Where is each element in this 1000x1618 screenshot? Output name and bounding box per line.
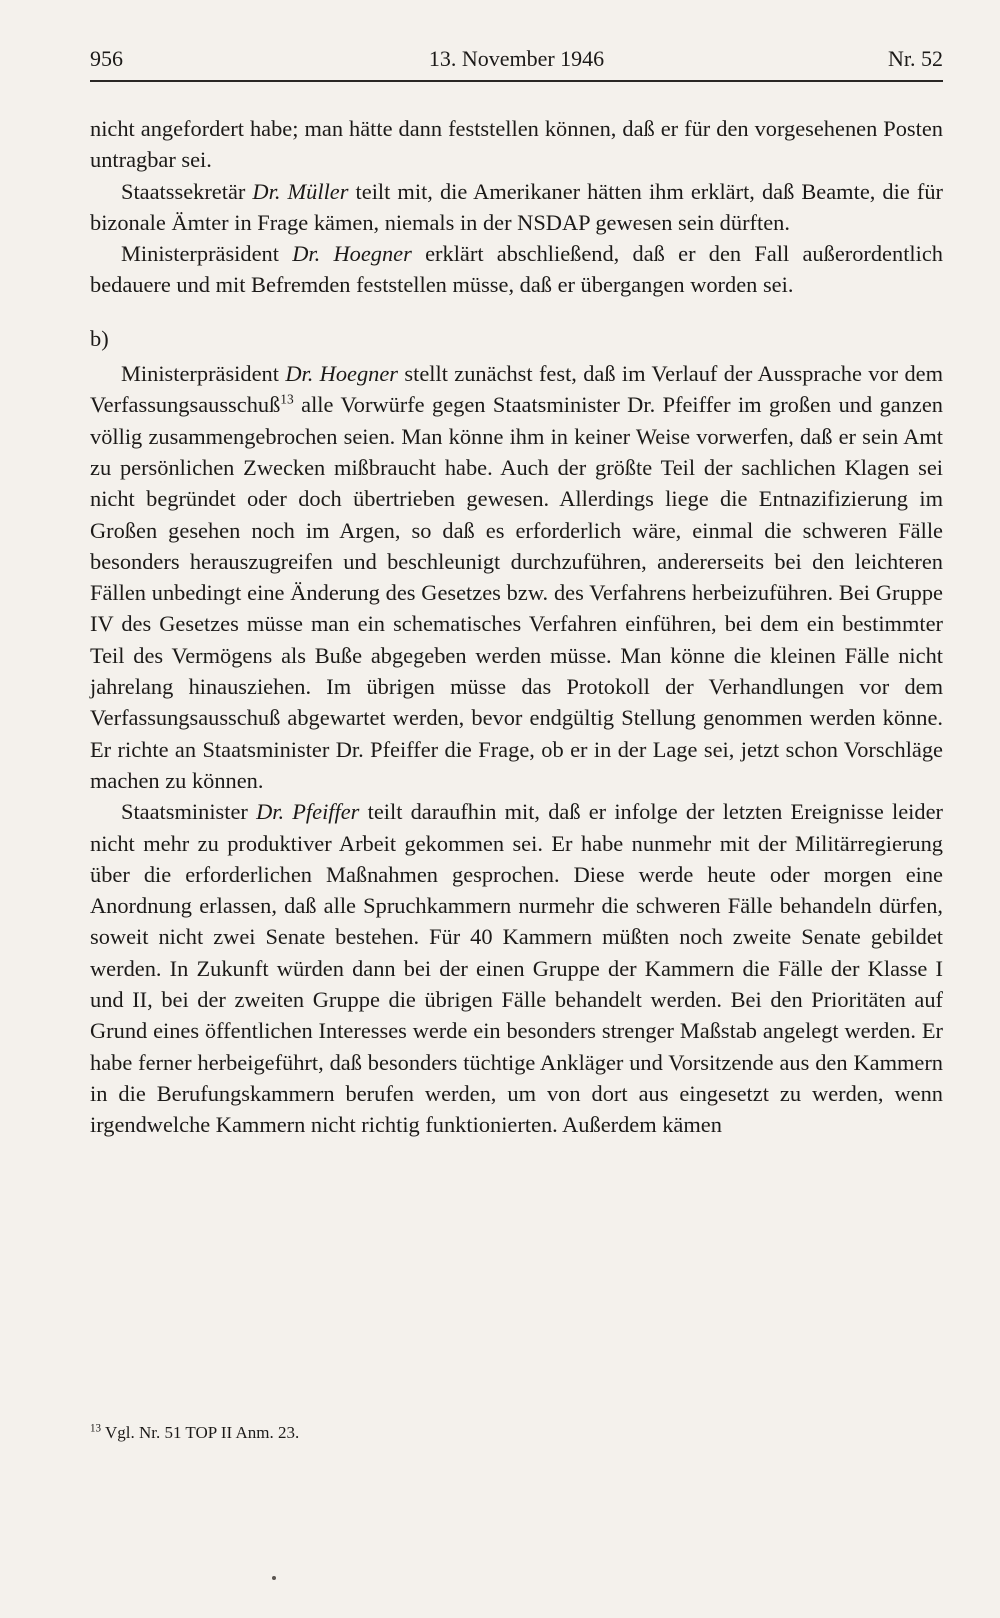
paragraph-3-text: erklärt abschließend, daß er den Fall außerordentlich bedauere und mit Befremden feststellen müsse, daß er übergangen worden sei. [90,241,943,298]
paragraph-4-text-b: alle Vorwürfe gegen Staatsminister Dr. Pfeiffer im großen und ganzen völlig zusammengebrochen seien. Man könne ihm in keiner Weise vorwerfen, daß er sein Amt zu persönlichen Zwecken mißbraucht habe. Auch der größte Teil der sachlichen Klagen sei nicht begründet oder doch übertrieben gewesen. Allerdings liege die Entnazifizierung im Großen gesehen noch im Argen, so daß es erforderlich wäre, einmal die schweren Fälle besonders herauszugreifen und beschleunigt durchzuführen, andererseits bei den leichteren Fällen unbedingt eine Änderung des Gesetzes bzw. des Verfahrens herbeizuführen. Bei Gruppe IV des Gesetzes müsse man ein schematisches Verfahren einführen, bei dem ein bestimmter Teil des Vermögens als Buße abgegeben werden müsse. Man könne die kleinen Fälle nicht jahrelang hinausziehen. Im übrigen müsse das Protokoll der Verhandlungen vor dem Verfassungsausschuß abgewartet werden, bevor endgültig Stellung genommen werden könne. Er richte an Staatsminister Dr. Pfeiffer die Frage, ob er in der Lage sei, jetzt schon Vorschläge machen zu können. [90,392,943,793]
paragraph-5 [90,796,943,1140]
paragraph-2-text: teilt mit, die Amerikaner hätten ihm erklärt, daß Beamte, die für bizonale Ämter in Frage kämen, niemals in der NSDAP gewesen sein dürften. [90,178,943,235]
section-label-b: b) [90,325,109,351]
header-rule [90,80,943,82]
speaker-role: Ministerpräsident [121,241,293,267]
paragraph-4-text-a: stellt zunächst fest, daß im Verlauf der Aussprache vor dem Verfassungsausschuß [90,361,943,418]
speaker-title: Dr. [292,241,334,267]
speaker-role: Ministerpräsident [121,361,286,387]
header-date: 13. November 1946 [428,46,605,71]
paragraph-2 [90,176,943,239]
paper-speck [272,1576,276,1580]
speaker-role: Staatssekretär [121,178,253,204]
speaker-title: Dr. [285,361,320,387]
speaker-name: Pfeiffer [292,799,360,825]
footnote-text: Vgl. Nr. 51 TOP II Anm. 23. [101,1423,300,1442]
speaker-title: Dr. [252,178,288,204]
speaker-title: Dr. [256,799,293,825]
speaker-name: Müller [287,178,349,204]
paragraph-3 [90,238,943,301]
running-header [90,46,943,76]
paragraph-4 [90,358,943,796]
footnote [90,1422,943,1444]
speaker-name: Hoegner [319,361,399,387]
document-number: Nr. 52 [888,46,943,71]
speaker-name: Hoegner [333,241,412,267]
footnote-reference: 13 [280,391,294,407]
speaker-role: Staatsminister [121,799,257,825]
body-text [90,113,943,1141]
paragraph-1 [90,113,943,176]
paragraph-1-text: nicht angefordert habe; man hätte dann feststellen können, daß er für den vorgesehenen Posten untragbar sei. [90,116,943,173]
footnote-number: 13 [90,1422,102,1435]
page-number: 956 [90,46,123,71]
paragraph-5-text: teilt daraufhin mit, daß er infolge der letzten Ereignisse leider nicht mehr zu produktiver Arbeit gekommen sei. Er habe nunmehr mit der Militärregierung über die erforderlichen Maßnahmen gesprochen. Diese werde heute oder morgen eine Anordnung erlassen, daß alle Spruchkammern nurmehr die schweren Fälle behandeln dürfen, soweit nicht zwei Senate bestehen. Für 40 Kammern müßten noch zweite Senate gebildet werden. In Zukunft würden dann bei der einen Gruppe der Kammern die Fälle der Klasse I und II, bei der zweiten Gruppe die übrigen Fälle behandelt werden. Bei den Prioritäten auf Grund eines öffentlichen Interesses werde ein besonders strenger Maßstab angelegt werden. Er habe ferner herbeigeführt, daß besonders tüchtige Ankläger und Vorsitzende aus den Kammern in die Berufungskammern berufen werden, um von dort aus eingesetzt zu werden, wenn irgendwelche Kammern nicht richtig funktionierten. Außerdem kämen [90,799,943,1138]
